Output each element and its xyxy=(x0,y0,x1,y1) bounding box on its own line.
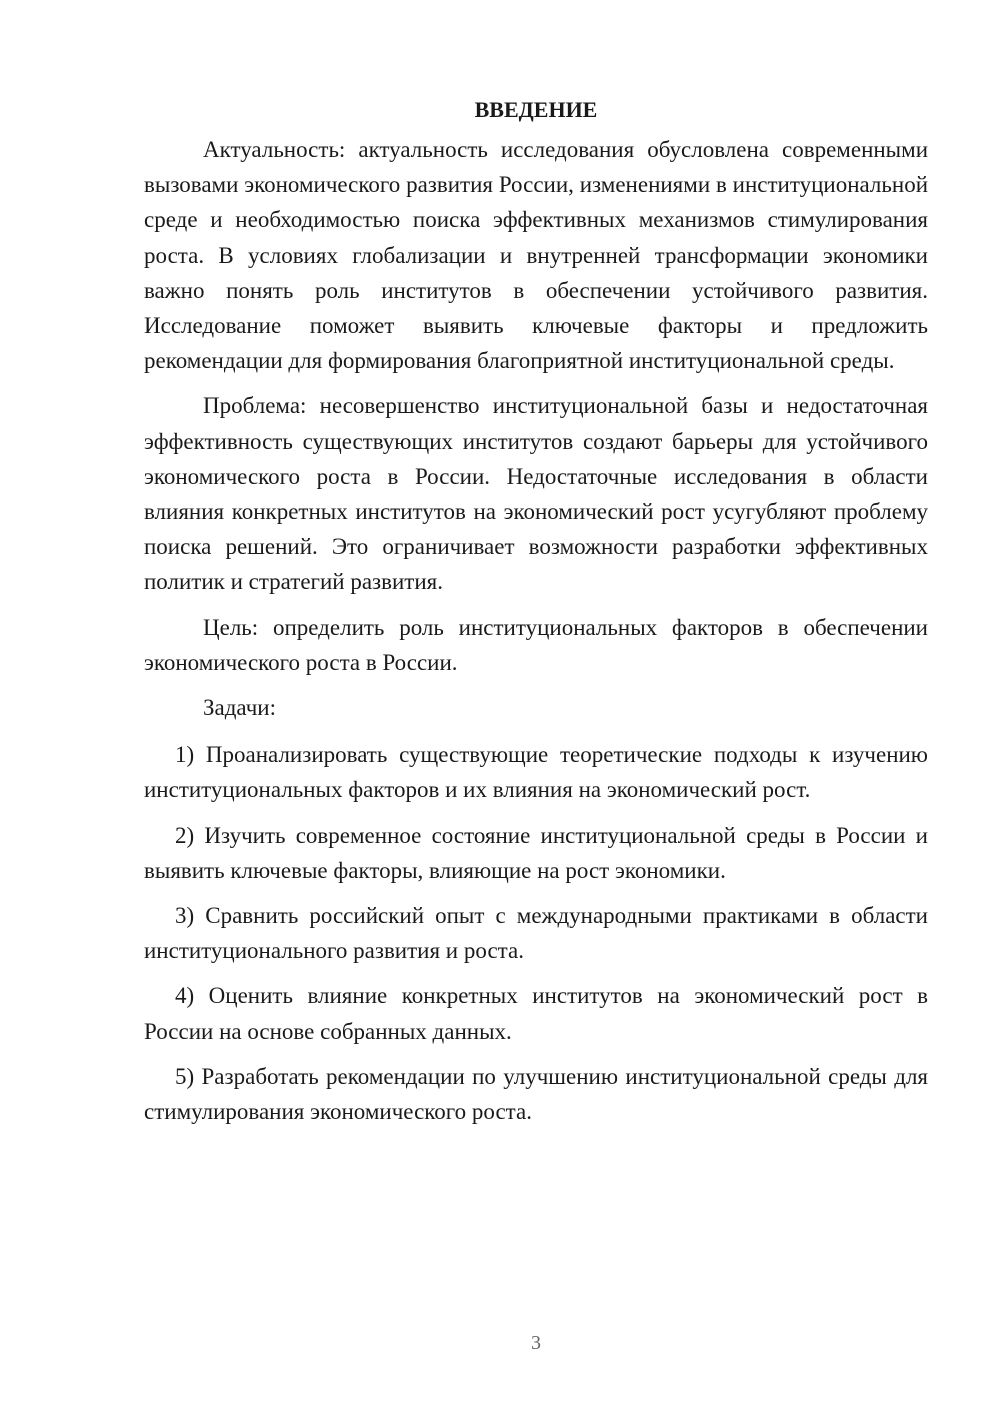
task-item: 4) Оценить влияние конкретных институтов на экономический рост в России на основе собранных данных. xyxy=(144,983,928,1044)
relevance-paragraph: Актуальность: актуальность исследования обусловлена современными вызовами экономического развития России, изменениями в институциональной среде и необходимостью поиска эффективных механизмов стимулирования роста. В условиях глобализации и внутренней трансформации экономики важно понять роль институтов в обеспечении устойчивого развития. Исследование поможет выявить ключевые факторы и предложить рекомендации для формирования благоприятной институциональной среды. xyxy=(144,137,928,374)
page-number: 3 xyxy=(531,1332,541,1354)
task-item: 1) Проанализировать существующие теоретические подходы к изучению институциональных факторов и их влияния на экономический рост. xyxy=(144,742,928,803)
page-title: ВВЕДЕНИЕ xyxy=(474,97,598,122)
task-item: 3) Сравнить российский опыт с международными практиками в области институционального развития и роста. xyxy=(144,903,928,964)
tasks-heading: Задачи: xyxy=(203,695,276,721)
goal-paragraph: Цель: определить роль институциональных факторов в обеспечении экономического роста в России. xyxy=(144,614,928,675)
task-item: 5) Разработать рекомендации по улучшению институциональной среды для стимулирования экономического роста. xyxy=(144,1063,928,1125)
tasks-list xyxy=(144,737,928,1129)
problem-paragraph: Проблема: несовершенство институциональной базы и недостаточная эффективность существующих институтов создают барьеры для устойчивого экономического роста в России. Недостаточные исследования в области влияния конкретных институтов на экономический рост усугубляют проблему поиска решений. Это ограничивает возможности разработки эффективных политик и стратегий развития. xyxy=(144,393,928,595)
page-content xyxy=(144,92,928,1129)
task-item: 2) Изучить современное состояние институциональной среды в России и выявить ключевые факторы, влияющие на рост экономики. xyxy=(144,822,928,883)
